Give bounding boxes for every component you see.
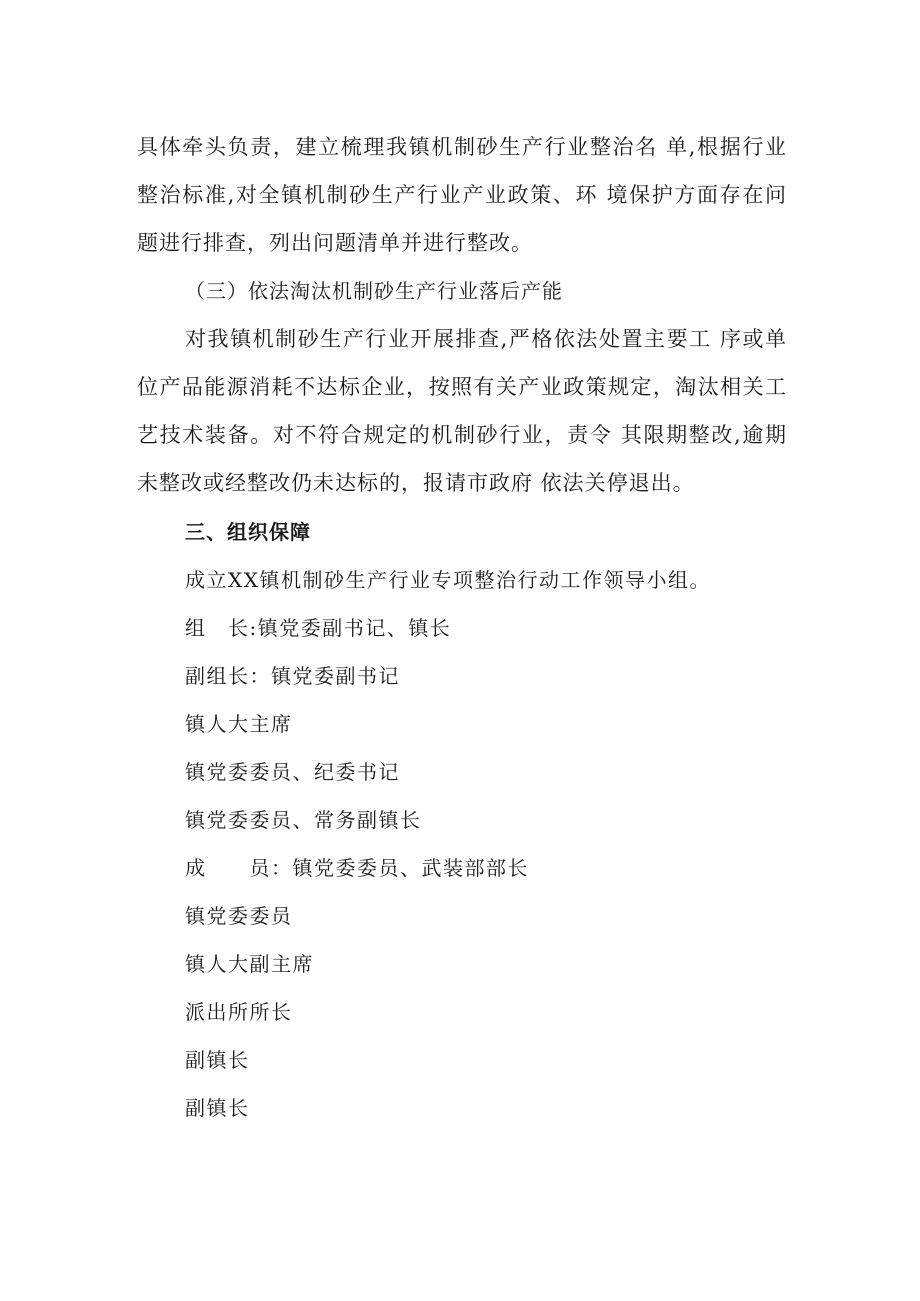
members-line: 成 员：镇党委委员、武装部部长 (185, 856, 529, 880)
paragraph-inspection: 对我镇机制砂生产行业开展排查,严格依法处置主要工 序或单位产品能源消耗不达标企业，按照有关产业政策规定，淘汰相关工艺技术装备。对不符合规定的机制砂行业，责令 其限期整改,逾期未整改或经整改仍未达标的，报请市政府 依法关停退出。 (137, 327, 787, 495)
deputy-list-item: 镇人大主席 (185, 712, 293, 736)
deputy-list-item: 镇党委委员、纪委书记 (185, 760, 400, 784)
group-intro: 成立XX镇机制砂生产行业专项整治行动工作领导小组。 (185, 568, 711, 592)
paragraph-remediation-list: 具体牵头负责，建立梳理我镇机制砂生产行业整治名 单,根据行业整治标准,对全镇机制砂生产行业产业政策、环 境保护方面存在问题进行排查，列出问题清单并进行整改。 (137, 135, 787, 255)
leader-line: 组 长:镇党委副书记、镇长 (185, 616, 452, 640)
section-heading-organization: 三、组织保障 (185, 520, 311, 544)
member-list-item: 镇人大副主席 (185, 952, 314, 976)
member-list-item: 镇党委委员 (185, 904, 293, 928)
member-list-item: 副镇长 (185, 1096, 250, 1120)
deputy-list-item: 镇党委委员、常务副镇长 (185, 808, 422, 832)
member-list-item: 副镇长 (185, 1048, 250, 1072)
sub-heading-eliminate-capacity: （三）依法淘汰机制砂生产行业落后产能 (185, 279, 563, 303)
member-list-item: 派出所所长 (185, 1000, 293, 1024)
deputy-leader-line: 副组长：镇党委副书记 (185, 664, 400, 688)
